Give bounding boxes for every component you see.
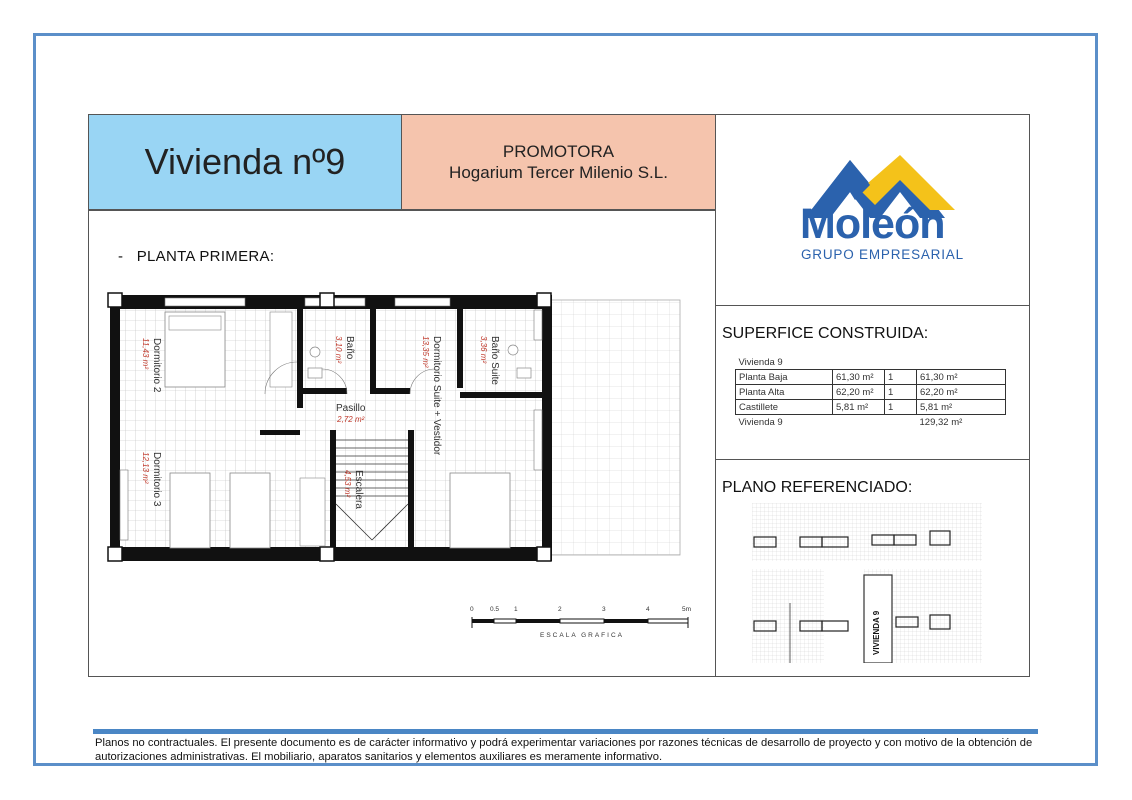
row-total: 62,20 m² xyxy=(917,385,1006,400)
row-count: 1 xyxy=(885,385,917,400)
room-name: Escalera xyxy=(353,470,364,509)
scale-tick: 4 xyxy=(646,606,650,613)
scale-tick: 2 xyxy=(558,606,562,613)
section-title xyxy=(118,248,274,265)
row-total: 5,81 m² xyxy=(917,400,1006,415)
row-label: Castillete xyxy=(736,400,833,415)
scale-bar xyxy=(470,615,695,629)
site-plan xyxy=(752,503,982,663)
room-dormitorio-suite xyxy=(420,336,442,455)
room-area: 3,10 m² xyxy=(334,336,343,364)
room-escalera xyxy=(342,470,364,509)
divider xyxy=(715,305,1030,306)
section-bullet: - xyxy=(118,248,124,265)
row-area: 5,81 m² xyxy=(833,400,885,415)
table-row xyxy=(736,415,1006,430)
total-label: Vivienda 9 xyxy=(738,416,783,428)
page-title: Vivienda nº9 xyxy=(144,141,346,182)
footer-bar xyxy=(93,729,1038,734)
room-area: 11,43 m² xyxy=(141,338,150,369)
promoter-box xyxy=(401,114,716,210)
room-pasillo xyxy=(336,403,365,425)
divider xyxy=(715,459,1030,460)
footer-disclaimer: Planos no contractuales. El presente documento es de carácter informativo y podrá experimentar variaciones por razones técnicas de desarrollo de proyecto y con motivo de la obtención de autorizaciones administrativas. El mobiliario, aparatos sanitarios y elementos auxiliares es meramente informativo. xyxy=(95,737,1033,763)
room-dormitorio-2 xyxy=(140,338,162,392)
divider xyxy=(88,210,716,211)
scale-tick: 5m xyxy=(682,606,692,613)
table-row xyxy=(736,385,1006,400)
room-name: Baño xyxy=(344,336,355,360)
room-dormitorio-3 xyxy=(140,452,162,506)
table-row xyxy=(736,370,1006,385)
room-name: Dormitorio Suite + Vestidor xyxy=(431,336,442,456)
row-count: 1 xyxy=(885,370,917,385)
area-unit-name: Vivienda 9 xyxy=(738,356,783,368)
scale-label: ESCALA GRAFICA xyxy=(540,632,624,639)
room-area: 2,72 m² xyxy=(337,415,365,424)
row-label: Planta Alta xyxy=(736,385,833,400)
referenced-heading: PLANO REFERENCIADO: xyxy=(722,479,913,496)
room-area: 4,53 m² xyxy=(343,470,352,498)
section-title-text: PLANTA PRIMERA: xyxy=(136,248,275,265)
highlight-label: VIVIENDA 9 xyxy=(872,610,881,655)
floor-plan xyxy=(105,290,690,570)
scale-tick: 0.5 xyxy=(490,606,500,613)
table-row xyxy=(736,400,1006,415)
total-value: 129,32 m² xyxy=(919,416,963,428)
room-area: 12,13 m² xyxy=(141,452,150,484)
room-name: Dormitorio 2 xyxy=(151,338,162,393)
promoter-label: PROMOTORA xyxy=(502,142,615,161)
room-bano-suite xyxy=(478,336,500,385)
scale-tick: 3 xyxy=(602,606,606,613)
row-label: Planta Baja xyxy=(736,370,833,385)
row-total: 61,30 m² xyxy=(917,370,1006,385)
room-name: Pasillo xyxy=(336,403,366,414)
promoter-name: Hogarium Tercer Milenio S.L. xyxy=(449,163,668,182)
room-name: Baño Suite xyxy=(489,336,500,385)
area-table xyxy=(735,355,1006,429)
room-area: 3,36 m² xyxy=(479,336,488,364)
title-box xyxy=(88,114,402,210)
room-bano xyxy=(333,336,355,363)
room-name: Dormitorio 3 xyxy=(151,452,162,507)
row-area: 61,30 m² xyxy=(833,370,885,385)
superficie-heading: SUPERFICE CONSTRUIDA: xyxy=(722,325,929,342)
scale-tick: 1 xyxy=(514,606,518,613)
row-count: 1 xyxy=(885,400,917,415)
logo-name: Moleón xyxy=(800,200,945,248)
row-area: 62,20 m² xyxy=(833,385,885,400)
room-area: 13,35 m² xyxy=(421,336,430,368)
scale-tick: 0 xyxy=(470,606,474,613)
logo-subtitle: GRUPO EMPRESARIAL xyxy=(801,247,964,262)
